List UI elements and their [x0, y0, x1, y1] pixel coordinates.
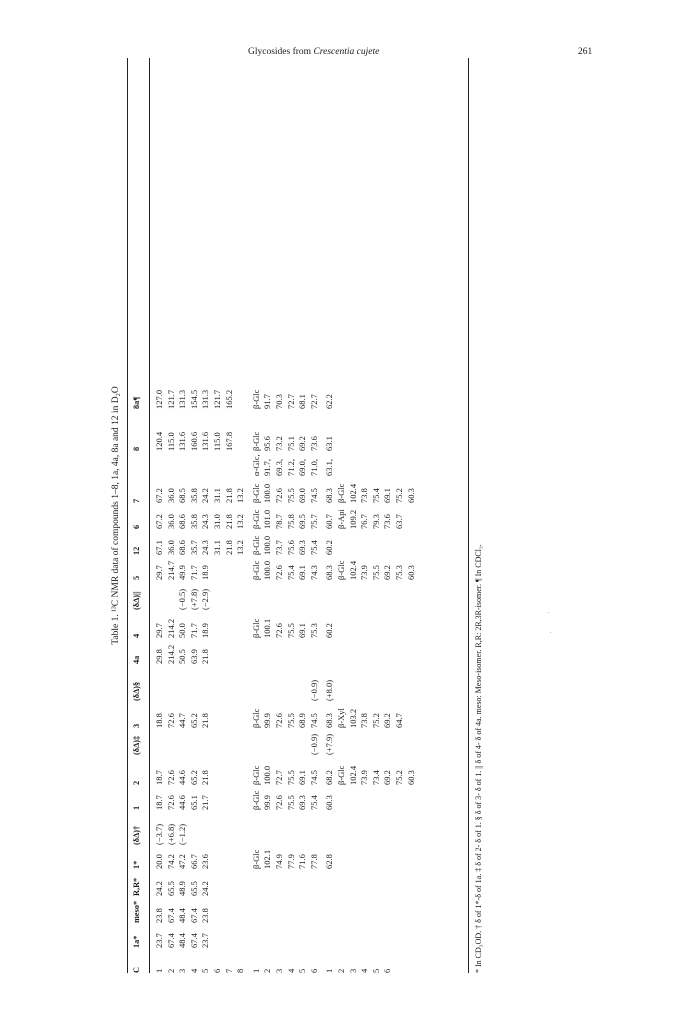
table-cell: 72.6 [165, 713, 176, 728]
column-header: 6 [132, 524, 141, 529]
table-cell: 131.6 [200, 431, 211, 451]
table-cell: (−3.7) [154, 823, 164, 845]
row-label: 2 [165, 968, 176, 973]
table-bottom-rule [468, 58, 469, 973]
table-cell: 115.0 [212, 432, 222, 451]
row-label: 3 [177, 968, 188, 973]
column-header: 8 [132, 446, 141, 451]
table-cell: 72.6 [274, 488, 284, 503]
table-cell: 18.7 [154, 770, 164, 785]
running-title: Glycosides from Crescentia cujete [248, 47, 380, 57]
table-footnote: * In CD₃OD. † δ of 1*-δ of 1a. ‡ δ of 2- δ of 1. § δ of 3- δ of 1. || δ of 4- δ of 4a. meso: Meso-isomer. R,R: 2R,3R-isomer. ¶ In CDCl₃. [474, 544, 483, 973]
table-cell: β-Glc [250, 708, 261, 728]
table-cell: 35.7 [188, 540, 199, 555]
table-cell: 60.2 [324, 540, 335, 555]
table-cell: 74.5 [308, 713, 319, 728]
table-cell: 131.6 [177, 431, 188, 451]
table-cell: 69.2 [382, 565, 393, 580]
table-cell: 69.0 [297, 488, 308, 503]
table-cell: 44.6 [177, 795, 188, 810]
table-cell: 75.5 [285, 623, 296, 638]
table-cell: 48.4 [177, 933, 188, 948]
table-cell: 73.2 [274, 436, 284, 451]
table-cell: 77.8 [308, 854, 319, 869]
table-cell: 18.9 [200, 623, 211, 638]
table-cell: 102.4 [347, 483, 358, 503]
column-header: (δΔ)† [132, 825, 141, 845]
table-cell: 63.7 [394, 514, 404, 529]
table-cell: 75.7 [308, 514, 319, 529]
table-cell: 74.9 [274, 854, 284, 869]
row-label: 2 [336, 968, 346, 973]
table-cell: 72.7 [285, 394, 296, 409]
table-cell: 75.4 [285, 565, 296, 580]
table-cell: 102.4 [347, 765, 358, 785]
table-cell: 13.2 [235, 540, 246, 555]
column-header: 8a¶ [132, 396, 141, 409]
table-cell: 127.0 [154, 389, 164, 409]
table-cell: 121.7 [212, 389, 222, 409]
table-cell: 23.7 [154, 933, 164, 948]
table-cell: β-Glc [250, 431, 261, 451]
column-header: 12 [132, 546, 141, 555]
table-cell: 68.2 [324, 770, 335, 785]
table-cell: 60.3 [324, 795, 335, 810]
row-label: 7 [223, 968, 234, 973]
table-cell: 18.8 [154, 713, 164, 728]
table-cell: 75.5 [285, 770, 296, 785]
table-cell: 44.6 [177, 770, 188, 785]
table-cell: (−0.5) [177, 588, 188, 610]
table-cell: 13.2 [235, 514, 246, 529]
column-header: meso* [132, 900, 141, 923]
table-cell: 70.3 [274, 394, 284, 409]
table-cell: 68.6 [177, 514, 188, 529]
row-label: 6 [212, 968, 222, 973]
row-label: 5 [297, 968, 308, 973]
table-cell: 69.2 [382, 770, 393, 785]
table-cell: 95.6 [262, 436, 273, 451]
table-cell: 21.7 [200, 795, 211, 810]
table-cell: 69.0, [297, 459, 308, 476]
table-cell: 44.7 [177, 713, 188, 728]
table-cell: 69.1 [297, 565, 308, 580]
table-cell: 72.6 [274, 795, 284, 810]
table-cell: β-Glc [250, 509, 261, 529]
table-cell: (−1.2) [177, 823, 188, 845]
table-cell: 67.4 [165, 933, 176, 948]
table-cell: 76.7 [359, 514, 370, 529]
table-cell: 160.6 [188, 431, 199, 451]
table-cell: 13.2 [235, 488, 246, 503]
table-cell: 72.6 [274, 623, 284, 638]
table-cell: 60.3 [405, 565, 416, 580]
table-cell: 100.0 [262, 560, 273, 580]
row-label: 5 [200, 968, 211, 973]
table-cell: β-Glc [250, 483, 261, 503]
table-cell: 24.2 [200, 881, 211, 896]
table-cell: β-Xyl [336, 708, 346, 728]
table-cell: 50.5 [177, 649, 188, 664]
table-cell: 60.2 [324, 623, 335, 638]
table-cell: 72.6 [274, 713, 284, 728]
table-cell: 100.0 [262, 483, 273, 503]
table-cell: 21.8 [223, 514, 234, 529]
table-cell: 35.8 [188, 488, 199, 503]
column-header: (δΔ)‡ [132, 735, 141, 755]
table-cell: 67.4 [188, 933, 199, 948]
table-cell: β-Glc [250, 790, 261, 810]
row-label: 5 [370, 968, 381, 973]
table-cell: 75.1 [285, 436, 296, 451]
table-cell: 75.8 [285, 514, 296, 529]
table-cell: 18.7 [154, 795, 164, 810]
column-header: 7 [132, 498, 141, 503]
table-cell: 75.6 [285, 540, 296, 555]
table-cell: 91.7 [262, 394, 273, 409]
table-cell: 31.1 [212, 488, 222, 503]
table-cell: 73.9 [359, 565, 370, 580]
table-cell: 69.1 [297, 623, 308, 638]
table-cell: 36.0 [165, 514, 176, 529]
table-cell: 65.5 [165, 881, 176, 896]
table-caption: Table 1. ¹³C NMR data of compounds 1–8, 1a, 4a, 8a and 12 in D₂O [111, 386, 121, 645]
table-top-rule [127, 58, 128, 973]
table-cell: 69.3, [274, 459, 284, 476]
header-rule [149, 58, 150, 973]
table-cell: 65.1 [188, 795, 199, 810]
table-cell: 69.2 [382, 713, 393, 728]
table-cell: 69.2 [297, 436, 308, 451]
table-cell: 73.9 [359, 770, 370, 785]
table-cell: 67.4 [165, 908, 176, 923]
row-label: 1 [154, 968, 164, 973]
table-cell: 69.3 [297, 540, 308, 555]
table-cell: 69.1 [297, 770, 308, 785]
table-cell: 50.0 [177, 623, 188, 638]
table-cell: 21.8 [200, 649, 211, 664]
table-cell: 68.1 [297, 394, 308, 409]
table-cell: 102.4 [347, 560, 358, 580]
table-cell: β-Api [336, 509, 346, 529]
table-cell: (+6.8) [165, 823, 176, 845]
table-cell: 74.5 [308, 770, 319, 785]
page-number: 261 [578, 47, 593, 57]
table-cell: 63.1 [324, 436, 335, 451]
table-cell: (+7.8) [188, 588, 199, 610]
table-cell: 60.7 [324, 514, 335, 529]
table-cell: 47.2 [177, 854, 188, 869]
table-cell: 73.8 [359, 713, 370, 728]
table-cell: α-Glc, [250, 454, 261, 476]
table-cell: 79.3 [370, 514, 381, 529]
table-cell: (−0.9) [308, 679, 319, 701]
table-cell: 73.8 [359, 488, 370, 503]
table-cell: 100.0 [262, 765, 273, 785]
table-cell: 23.8 [154, 908, 164, 923]
table-cell: 75.5 [285, 795, 296, 810]
table-cell: 109.2 [347, 509, 358, 529]
row-label: 2 [262, 968, 273, 973]
table-cell: 120.4 [154, 431, 164, 451]
table-cell: 68.3 [324, 565, 335, 580]
table-cell: β-Glc [336, 560, 346, 580]
table-cell: 121.7 [165, 389, 176, 409]
column-header: 1a* [132, 935, 141, 948]
table-cell: 214.2 [165, 644, 176, 664]
table-cell: 72.7 [308, 394, 319, 409]
row-label: 4 [285, 968, 296, 973]
table-cell: 49.9 [177, 565, 188, 580]
table-cell: 154.5 [188, 389, 199, 409]
table-cell: 131.3 [177, 389, 188, 409]
table-cell: 29.7 [154, 623, 164, 638]
table-cell: 24.2 [200, 488, 211, 503]
table-cell: 48.4 [177, 908, 188, 923]
table-cell: 75.3 [394, 565, 404, 580]
table-cell: 67.1 [154, 540, 164, 555]
table-cell: 165.2 [223, 389, 234, 409]
table-cell: 62.2 [324, 394, 335, 409]
table-cell: β-Glc [336, 765, 346, 785]
table-cell: (+8.0) [324, 679, 335, 701]
table-cell: 73.6 [382, 514, 393, 529]
table-cell: 65.2 [188, 713, 199, 728]
table-cell: 69.5 [297, 514, 308, 529]
table-cell: 71.2, [285, 459, 296, 476]
table-cell: 60.3 [405, 488, 416, 503]
row-label: 3 [347, 968, 358, 973]
row-label: 1 [324, 968, 335, 973]
table-cell: 74.5 [308, 488, 319, 503]
table-cell: (+7.9) [324, 733, 335, 755]
table-cell: 48.9 [177, 881, 188, 896]
table-cell: 67.4 [188, 908, 199, 923]
table-cell: 24.2 [154, 881, 164, 896]
table-cell: β-Glc [250, 389, 261, 409]
table-cell: 72.7 [274, 770, 284, 785]
table-cell: β-Glc [250, 535, 261, 555]
table-cell: β-Glc [250, 849, 261, 869]
table-cell: 60.3 [405, 770, 416, 785]
table-cell: 91.7, [262, 459, 273, 476]
column-header: R,R* [132, 877, 141, 896]
table-cell: 71.7 [188, 623, 199, 638]
table-cell: 65.2 [188, 770, 199, 785]
table-cell: 68.3 [324, 488, 335, 503]
table-cell: 72.6 [274, 565, 284, 580]
table-cell: 21.8 [223, 488, 234, 503]
table-cell: 21.8 [200, 770, 211, 785]
table-cell: 21.8 [200, 713, 211, 728]
table-cell: 67.2 [154, 514, 164, 529]
column-header: 4a [132, 655, 141, 664]
table-cell: 75.4 [308, 795, 319, 810]
table-cell: 68.3 [324, 713, 335, 728]
table-cell: 75.5 [285, 713, 296, 728]
table-cell: 68.6 [177, 540, 188, 555]
table-cell: 77.9 [285, 854, 296, 869]
table-cell: 68.9 [297, 713, 308, 728]
rotated-table [35, 58, 535, 973]
row-label: 1 [250, 968, 261, 973]
table-cell: 65.5 [188, 881, 199, 896]
table-cell: 67.2 [154, 488, 164, 503]
table-cell: 101.0 [262, 509, 273, 529]
column-header: (δΔ)|| [132, 591, 141, 610]
table-cell: 75.4 [308, 540, 319, 555]
table-cell: 100.1 [262, 618, 273, 638]
table-cell: 71.0, [308, 459, 319, 476]
table-cell: 74.3 [308, 565, 319, 580]
table-cell: 31.1 [212, 540, 222, 555]
column-header: 4 [132, 633, 141, 638]
table-cell: 78.7 [274, 514, 284, 529]
column-header: (δΔ)§ [132, 681, 141, 701]
table-cell: β-Glc [250, 618, 261, 638]
table-cell: 75.5 [285, 488, 296, 503]
table-cell: 36.0 [165, 488, 176, 503]
column-header: 1 [132, 805, 141, 810]
table-cell: 64.7 [394, 713, 404, 728]
table-cell: 74.2 [165, 854, 176, 869]
table-cell: 24.3 [200, 540, 211, 555]
table-cell: 75.4 [370, 488, 381, 503]
table-cell: 23.7 [200, 933, 211, 948]
table-cell: 115.0 [165, 432, 176, 451]
table-cell: 75.2 [394, 488, 404, 503]
table-cell: β-Glc [336, 483, 346, 503]
row-label: 4 [188, 968, 199, 973]
table-cell: 36.0 [165, 540, 176, 555]
table-cell: 63.9 [188, 649, 199, 664]
table-cell: 75.5 [370, 565, 381, 580]
speck [550, 632, 551, 633]
table-cell: 99.9 [262, 713, 273, 728]
table-cell: 18.9 [200, 565, 211, 580]
column-header: 2 [132, 780, 141, 785]
table-cell: 62.8 [324, 854, 335, 869]
table-cell: β-Glc [250, 765, 261, 785]
column-header: C [132, 967, 141, 973]
speck [548, 612, 549, 613]
table-cell: 29.7 [154, 565, 164, 580]
table-cell: 75.2 [394, 770, 404, 785]
column-header: 5 [132, 575, 141, 580]
table-cell: 71.6 [297, 854, 308, 869]
table-cell: 31.0 [212, 514, 222, 529]
table-cell: 214.7 [165, 560, 176, 580]
table-cell: 29.8 [154, 649, 164, 664]
row-label: 8 [235, 968, 246, 973]
table-cell: 214.2 [165, 618, 176, 638]
row-label: 4 [359, 968, 370, 973]
table-cell: 73.4 [370, 770, 381, 785]
table-cell: 102.1 [262, 849, 273, 869]
table-cell: 73.7 [274, 540, 284, 555]
table-cell: 69.3 [297, 795, 308, 810]
table-cell: 71.7 [188, 565, 199, 580]
table-cell: 68.5 [177, 488, 188, 503]
table-cell: 23.6 [200, 854, 211, 869]
table-cell: 73.6 [308, 436, 319, 451]
table-cell: 75.2 [370, 713, 381, 728]
table-cell: 167.8 [223, 431, 234, 451]
row-label: 6 [382, 968, 393, 973]
table-cell: 99.9 [262, 795, 273, 810]
table-cell: 66.7 [188, 854, 199, 869]
table-cell: 69.1 [382, 488, 393, 503]
table-cell: 21.8 [223, 540, 234, 555]
table-cell: (−0.9) [308, 733, 319, 755]
row-label: 3 [274, 968, 284, 973]
table-cell: 100.0 [262, 535, 273, 555]
column-header: 3 [132, 723, 141, 728]
column-header: 1* [132, 860, 141, 869]
table-cell: 63.1, [324, 459, 335, 476]
table-cell: 75.3 [308, 623, 319, 638]
table-cell: 131.3 [200, 389, 211, 409]
table-cell: 103.2 [347, 708, 358, 728]
table-cell: (−2.9) [200, 588, 211, 610]
table-cell: β-Glc [250, 560, 261, 580]
table-cell: 23.8 [200, 908, 211, 923]
table-cell: 72.6 [165, 770, 176, 785]
table-cell: 72.6 [165, 795, 176, 810]
row-label: 6 [308, 968, 319, 973]
table-cell: 35.8 [188, 514, 199, 529]
table-cell: 20.0 [154, 854, 164, 869]
table-cell: 24.3 [200, 514, 211, 529]
